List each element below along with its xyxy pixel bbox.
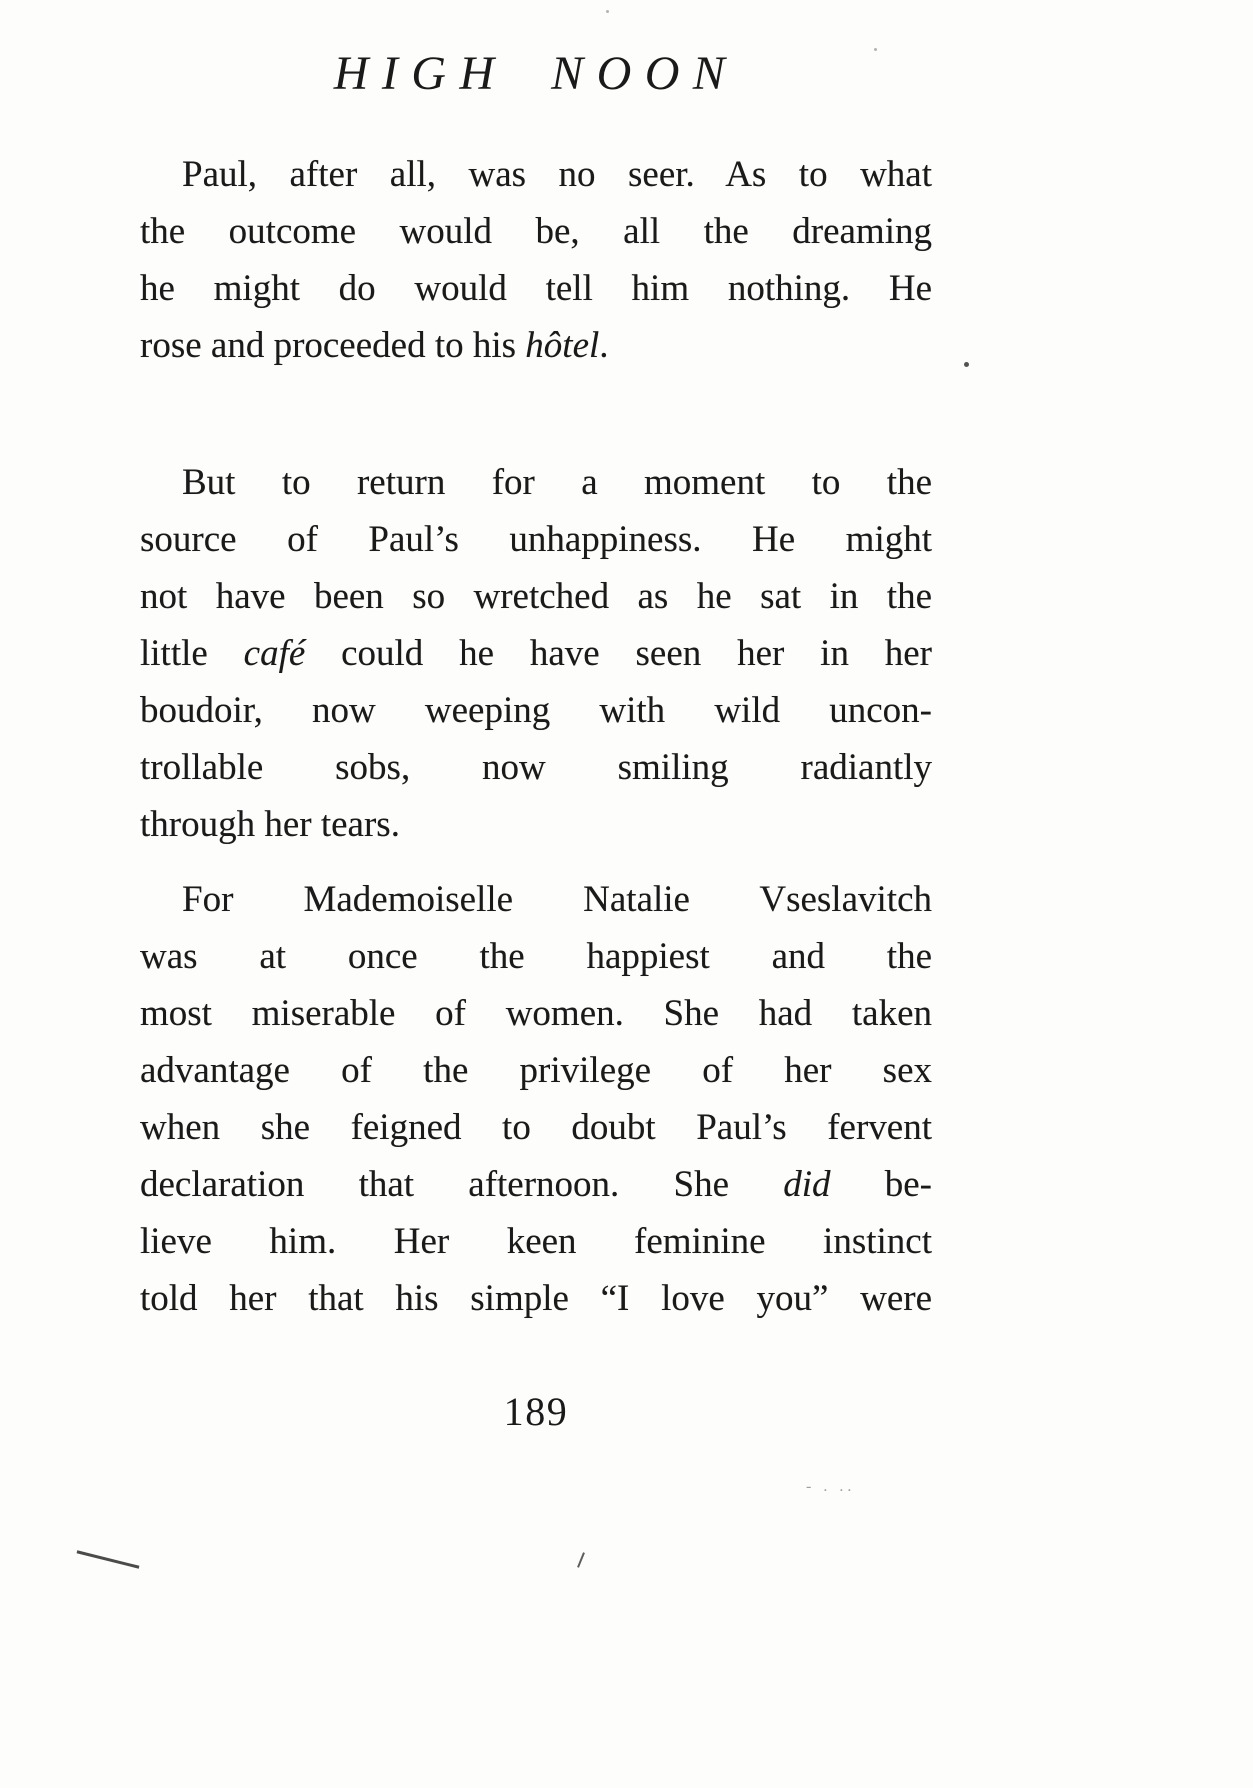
text-line <box>140 985 932 1042</box>
text-line <box>140 260 932 317</box>
italic-text: café <box>243 633 306 674</box>
text-segment: when she feigned to doubt Paul’s fervent <box>140 1107 932 1148</box>
scan-artifact-slash <box>577 1552 585 1568</box>
text-segment: trollable sobs, now smiling radiantly <box>140 747 932 788</box>
text-segment: was at once the happiest and the <box>140 936 932 977</box>
text-segment: he might do would tell him nothing. He <box>140 268 932 309</box>
text-segment: declaration that afternoon. She <box>140 1164 784 1205</box>
text-block <box>140 146 932 1327</box>
text-line <box>140 454 932 511</box>
paragraph <box>140 871 932 1327</box>
text-segment: boudoir, now weeping with wild uncon- <box>140 690 932 731</box>
text-segment: lieve him. Her keen feminine instinct <box>140 1221 932 1262</box>
text-line <box>140 511 932 568</box>
text-segment: Paul, after all, was no seer. As to what <box>182 154 932 195</box>
text-line <box>140 871 932 928</box>
text-line <box>140 1156 932 1213</box>
text-line <box>140 317 932 374</box>
scan-artifact-marks: - . .. <box>806 1478 856 1495</box>
text-line <box>140 796 932 853</box>
text-segment: little <box>140 633 244 674</box>
text-line <box>140 203 932 260</box>
text-line <box>140 928 932 985</box>
text-line <box>140 1099 932 1156</box>
text-segment: source of Paul’s unhappiness. He might <box>140 519 932 560</box>
text-segment: the outcome would be, all the dreaming <box>140 211 932 252</box>
italic-text: hôtel <box>525 325 600 366</box>
paragraph <box>140 454 932 853</box>
scan-artifact-line <box>77 1550 140 1568</box>
paragraph <box>140 146 932 374</box>
scan-artifact-speck <box>606 10 609 13</box>
page-header-title: HIGH NOON <box>333 47 739 100</box>
text-segment: . <box>599 325 609 366</box>
text-line <box>140 1213 932 1270</box>
text-line <box>140 739 932 796</box>
text-line <box>140 682 932 739</box>
italic-text: did <box>783 1164 831 1205</box>
text-segment: told her that his simple “I love you” were <box>140 1278 932 1319</box>
text-segment: most miserable of women. She had taken <box>140 993 932 1034</box>
text-segment: through her tears. <box>140 804 400 845</box>
text-segment: For Mademoiselle Natalie Vseslavitch <box>182 879 932 920</box>
text-segment: could he have seen her in her <box>305 633 933 674</box>
text-line <box>140 1042 932 1099</box>
text-segment: not have been so wretched as he sat in the <box>140 576 932 617</box>
page-number: 189 <box>503 1389 569 1434</box>
text-segment: rose and proceeded to his <box>140 325 526 366</box>
scan-artifact-stray-period <box>964 362 969 367</box>
text-segment: be- <box>830 1164 932 1205</box>
text-line <box>140 625 932 682</box>
text-line <box>140 1270 932 1327</box>
text-line <box>140 146 932 203</box>
text-segment: advantage of the privilege of her sex <box>140 1050 932 1091</box>
text-line <box>140 568 932 625</box>
text-segment: But to return for a moment to the <box>182 462 932 503</box>
